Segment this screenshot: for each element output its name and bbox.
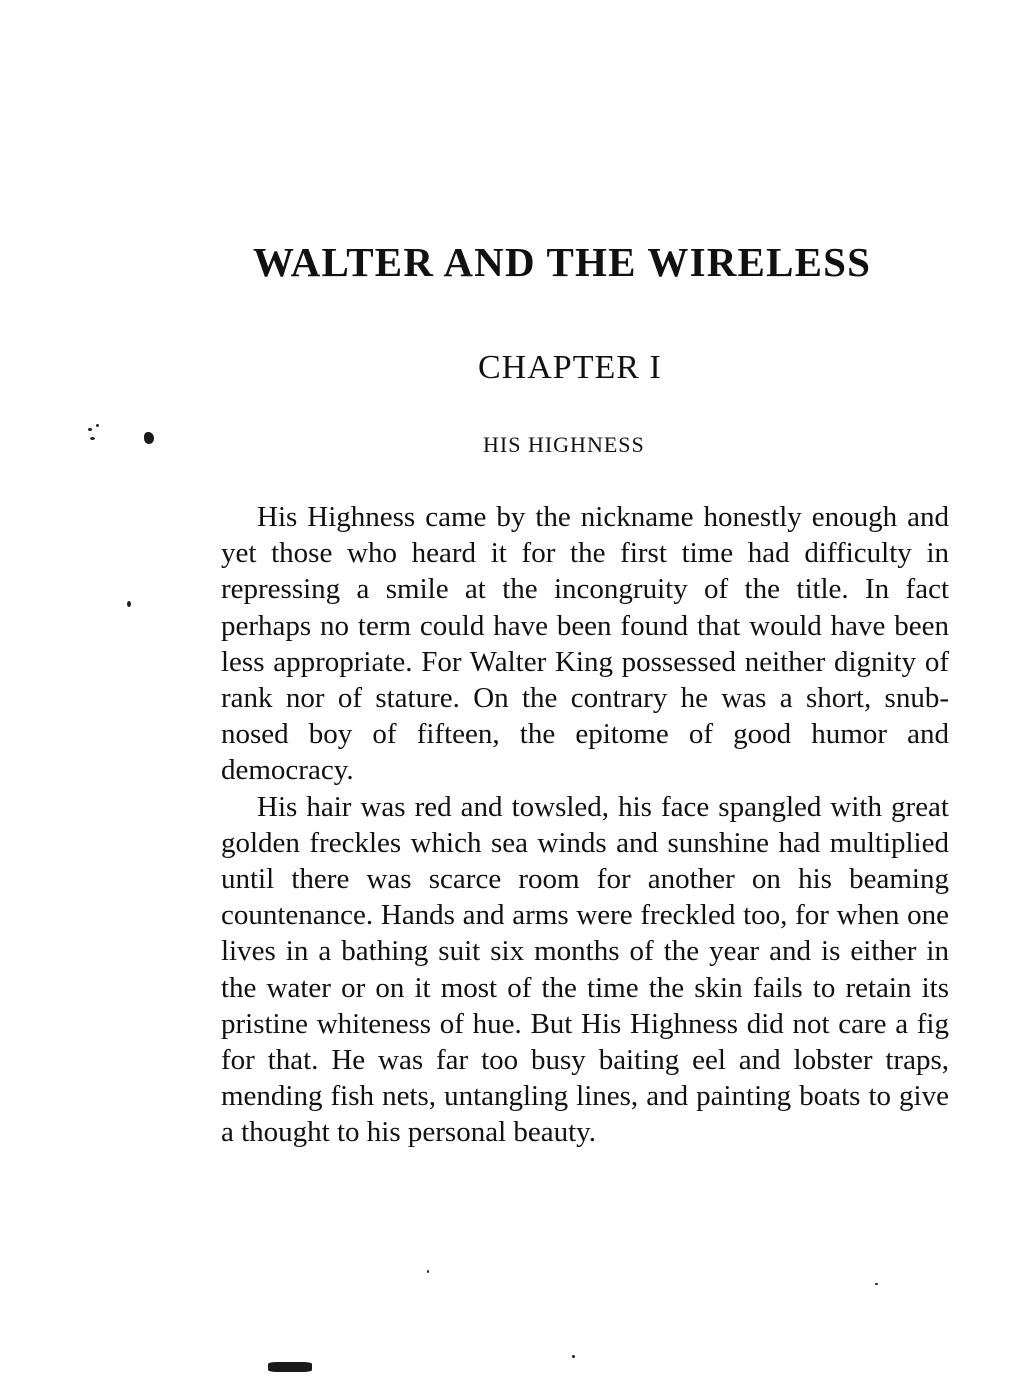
chapter-body [221,499,949,1151]
ink-speck [90,437,95,440]
paragraph-1: His Highness came by the nickname honestly enough and yet those who heard it for the first time had difficulty in repressing a smile at the incongruity of the title. In fact perhaps no term could have been found that would have been less appropriate. For Walter King possessed neither dignity of rank nor of stature. On the contrary he was a short, snub-nosed boy of fifteen, the epitome of good humor and democracy. [221,501,949,787]
ink-speck [96,424,99,427]
chapter-title: HIS HIGHNESS [483,432,645,457]
ink-blot [268,1362,312,1372]
ink-speck [88,428,92,431]
ink-speck [875,1283,878,1285]
paragraph-2: His hair was red and towsled, his face spangled with great golden freckles which sea winds and sunshine had multiplied until there was scarce room for another on his beaming countenance. Hands and arms were freckled too, for when one lives in a bathing suit six months of the year and is either in the water or on it most of the time the skin fails to retain its pristine whiteness of hue. But His Highness did not care a fig for that. He was far too busy baiting eel and lobster traps, mending fish nets, untangling lines, and painting boats to give a thought to his personal beauty. [221,790,949,1149]
ink-speck [127,601,131,607]
book-title: WALTER AND THE WIRELESS [253,239,872,285]
ink-speck [572,1355,575,1358]
ink-speck [427,1270,429,1273]
chapter-heading: CHAPTER I [478,349,662,386]
ink-blot [144,432,154,444]
